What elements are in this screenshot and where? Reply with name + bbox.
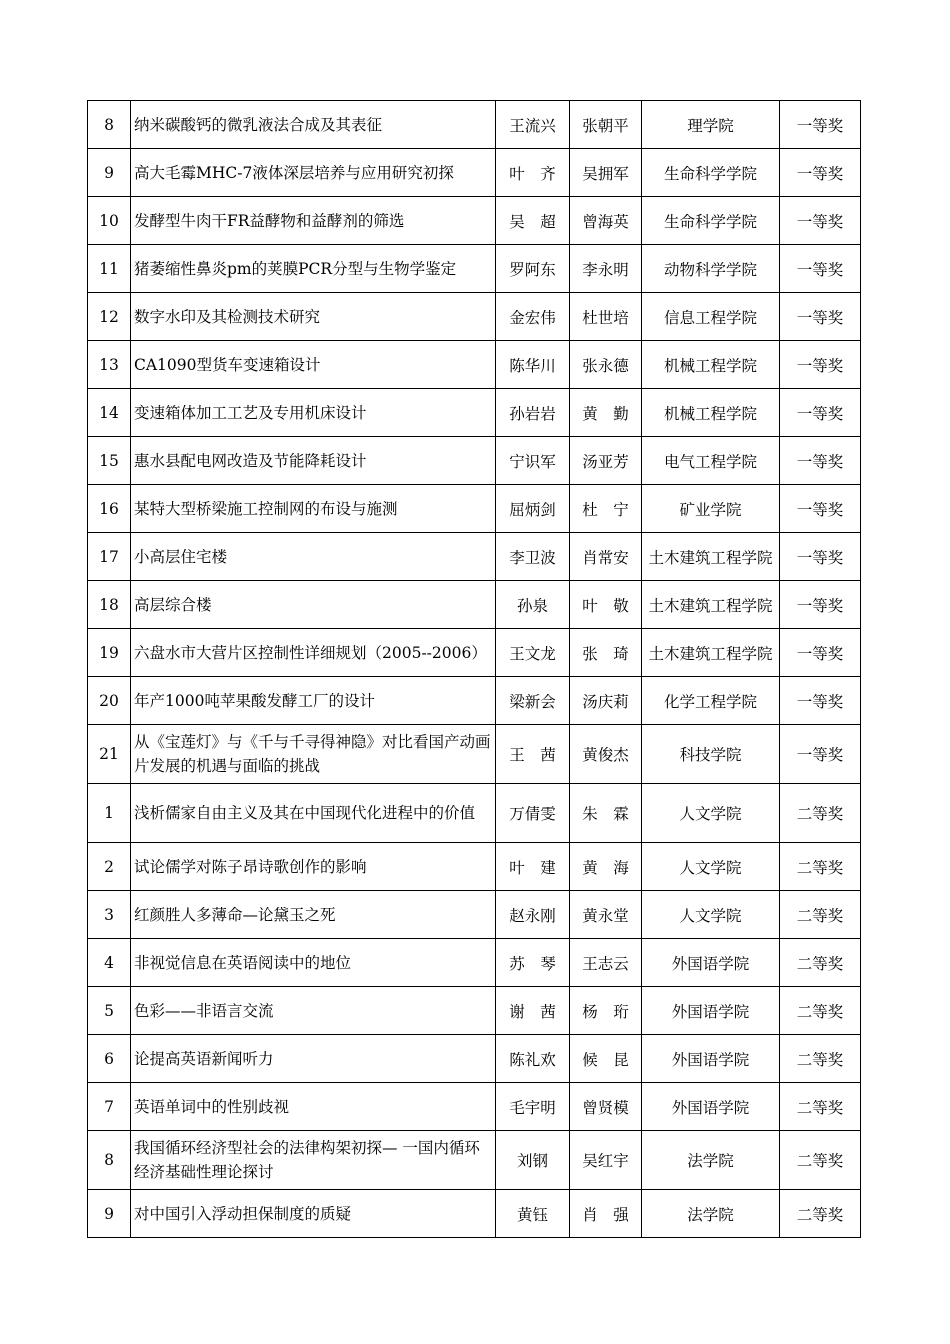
cell-student: 孙泉 <box>496 581 570 629</box>
cell-number: 9 <box>88 149 131 197</box>
table-row <box>88 1131 861 1190</box>
cell-student: 梁新会 <box>496 677 570 725</box>
cell-advisor: 张 琦 <box>570 629 642 677</box>
cell-student: 黄钰 <box>496 1190 570 1238</box>
cell-award: 一等奖 <box>780 197 861 245</box>
cell-student: 金宏伟 <box>496 293 570 341</box>
cell-title: 变速箱体加工工艺及专用机床设计 <box>131 389 496 437</box>
cell-award: 一等奖 <box>780 629 861 677</box>
cell-college: 土木建筑工程学院 <box>642 581 780 629</box>
table-row <box>88 1035 861 1083</box>
cell-advisor: 张朝平 <box>570 101 642 149</box>
cell-title: 英语单词中的性别歧视 <box>131 1083 496 1131</box>
table-row <box>88 939 861 987</box>
table-row <box>88 533 861 581</box>
cell-student: 王 茜 <box>496 725 570 784</box>
cell-student: 万倩雯 <box>496 784 570 843</box>
cell-award: 二等奖 <box>780 1083 861 1131</box>
cell-advisor: 黄俊杰 <box>570 725 642 784</box>
cell-award: 一等奖 <box>780 437 861 485</box>
cell-number: 20 <box>88 677 131 725</box>
cell-award: 一等奖 <box>780 725 861 784</box>
cell-number: 1 <box>88 784 131 843</box>
cell-college: 动物科学学院 <box>642 245 780 293</box>
table-row <box>88 843 861 891</box>
table-row <box>88 784 861 843</box>
cell-student: 陈华川 <box>496 341 570 389</box>
cell-title: 高大毛霉MHC-7液体深层培养与应用研究初探 <box>131 149 496 197</box>
cell-number: 19 <box>88 629 131 677</box>
cell-college: 外国语学院 <box>642 1035 780 1083</box>
cell-advisor: 黄 海 <box>570 843 642 891</box>
cell-college: 机械工程学院 <box>642 341 780 389</box>
cell-award: 一等奖 <box>780 149 861 197</box>
cell-title: 六盘水市大营片区控制性详细规划（2005--2006） <box>131 629 496 677</box>
cell-title: CA1090型货车变速箱设计 <box>131 341 496 389</box>
cell-student: 苏 琴 <box>496 939 570 987</box>
cell-advisor: 朱 霖 <box>570 784 642 843</box>
cell-student: 宁识军 <box>496 437 570 485</box>
cell-college: 外国语学院 <box>642 939 780 987</box>
cell-student: 孙岩岩 <box>496 389 570 437</box>
cell-title: 浅析儒家自由主义及其在中国现代化进程中的价值 <box>131 784 496 843</box>
cell-title: 数字水印及其检测技术研究 <box>131 293 496 341</box>
cell-number: 21 <box>88 725 131 784</box>
cell-award: 二等奖 <box>780 784 861 843</box>
award-table <box>87 100 861 1238</box>
cell-title: 猪萎缩性鼻炎pm的荚膜PCR分型与生物学鉴定 <box>131 245 496 293</box>
cell-advisor: 吴拥军 <box>570 149 642 197</box>
cell-award: 二等奖 <box>780 1131 861 1190</box>
cell-student: 屈炳剑 <box>496 485 570 533</box>
cell-title: 色彩——非语言交流 <box>131 987 496 1035</box>
table-row <box>88 293 861 341</box>
cell-college: 机械工程学院 <box>642 389 780 437</box>
table-row <box>88 245 861 293</box>
table-row <box>88 1083 861 1131</box>
cell-title: 小高层住宅楼 <box>131 533 496 581</box>
cell-student: 叶 建 <box>496 843 570 891</box>
cell-college: 信息工程学院 <box>642 293 780 341</box>
cell-student: 王流兴 <box>496 101 570 149</box>
cell-college: 理学院 <box>642 101 780 149</box>
document-page <box>87 100 861 1238</box>
cell-advisor: 汤庆莉 <box>570 677 642 725</box>
cell-college: 化学工程学院 <box>642 677 780 725</box>
cell-title: 纳米碳酸钙的微乳液法合成及其表征 <box>131 101 496 149</box>
table-row <box>88 629 861 677</box>
cell-college: 生命科学学院 <box>642 197 780 245</box>
cell-title: 发酵型牛肉干FR益酵物和益酵剂的筛选 <box>131 197 496 245</box>
cell-number: 16 <box>88 485 131 533</box>
table-row <box>88 1190 861 1238</box>
cell-title: 惠水县配电网改造及节能降耗设计 <box>131 437 496 485</box>
cell-award: 二等奖 <box>780 939 861 987</box>
cell-college: 矿业学院 <box>642 485 780 533</box>
cell-college: 法学院 <box>642 1190 780 1238</box>
cell-advisor: 曾海英 <box>570 197 642 245</box>
cell-student: 叶 齐 <box>496 149 570 197</box>
cell-number: 6 <box>88 1035 131 1083</box>
cell-award: 一等奖 <box>780 389 861 437</box>
table-row <box>88 987 861 1035</box>
cell-number: 11 <box>88 245 131 293</box>
award-table-body <box>88 101 861 1238</box>
cell-college: 生命科学学院 <box>642 149 780 197</box>
cell-title: 我国循环经济型社会的法律构架初探— 一国内循环经济基础性理论探讨 <box>131 1131 496 1190</box>
table-row <box>88 341 861 389</box>
cell-number: 7 <box>88 1083 131 1131</box>
table-row <box>88 581 861 629</box>
cell-college: 科技学院 <box>642 725 780 784</box>
cell-award: 一等奖 <box>780 293 861 341</box>
cell-college: 人文学院 <box>642 843 780 891</box>
cell-number: 15 <box>88 437 131 485</box>
cell-college: 人文学院 <box>642 784 780 843</box>
cell-college: 土木建筑工程学院 <box>642 533 780 581</box>
cell-college: 外国语学院 <box>642 1083 780 1131</box>
table-row <box>88 677 861 725</box>
cell-student: 陈礼欢 <box>496 1035 570 1083</box>
cell-award: 二等奖 <box>780 843 861 891</box>
cell-award: 二等奖 <box>780 987 861 1035</box>
table-row <box>88 389 861 437</box>
cell-college: 人文学院 <box>642 891 780 939</box>
cell-advisor: 吴红宇 <box>570 1131 642 1190</box>
cell-student: 刘钢 <box>496 1131 570 1190</box>
cell-advisor: 曾贤模 <box>570 1083 642 1131</box>
cell-title: 试论儒学对陈子昂诗歌创作的影响 <box>131 843 496 891</box>
cell-advisor: 杜 宁 <box>570 485 642 533</box>
cell-student: 赵永刚 <box>496 891 570 939</box>
table-row <box>88 101 861 149</box>
cell-student: 罗阿东 <box>496 245 570 293</box>
cell-advisor: 杨 珩 <box>570 987 642 1035</box>
cell-advisor: 王志云 <box>570 939 642 987</box>
cell-award: 一等奖 <box>780 581 861 629</box>
cell-college: 电气工程学院 <box>642 437 780 485</box>
cell-number: 2 <box>88 843 131 891</box>
cell-title: 年产1000吨苹果酸发酵工厂的设计 <box>131 677 496 725</box>
cell-number: 14 <box>88 389 131 437</box>
cell-title: 红颜胜人多薄命—论黛玉之死 <box>131 891 496 939</box>
table-row <box>88 725 861 784</box>
cell-title: 某特大型桥梁施工控制网的布设与施测 <box>131 485 496 533</box>
cell-college: 外国语学院 <box>642 987 780 1035</box>
cell-student: 王文龙 <box>496 629 570 677</box>
cell-number: 17 <box>88 533 131 581</box>
cell-advisor: 李永明 <box>570 245 642 293</box>
cell-number: 4 <box>88 939 131 987</box>
cell-student: 谢 茜 <box>496 987 570 1035</box>
cell-advisor: 黄 勤 <box>570 389 642 437</box>
cell-award: 一等奖 <box>780 533 861 581</box>
cell-award: 二等奖 <box>780 891 861 939</box>
cell-number: 3 <box>88 891 131 939</box>
cell-advisor: 汤亚芳 <box>570 437 642 485</box>
cell-title: 对中国引入浮动担保制度的质疑 <box>131 1190 496 1238</box>
cell-title: 非视觉信息在英语阅读中的地位 <box>131 939 496 987</box>
cell-student: 李卫波 <box>496 533 570 581</box>
cell-award: 一等奖 <box>780 101 861 149</box>
cell-college: 土木建筑工程学院 <box>642 629 780 677</box>
cell-award: 二等奖 <box>780 1190 861 1238</box>
cell-number: 5 <box>88 987 131 1035</box>
cell-advisor: 肖 强 <box>570 1190 642 1238</box>
cell-award: 一等奖 <box>780 245 861 293</box>
cell-award: 二等奖 <box>780 1035 861 1083</box>
table-row <box>88 437 861 485</box>
cell-advisor: 候 昆 <box>570 1035 642 1083</box>
cell-award: 一等奖 <box>780 677 861 725</box>
cell-advisor: 叶 敬 <box>570 581 642 629</box>
cell-advisor: 肖常安 <box>570 533 642 581</box>
cell-number: 18 <box>88 581 131 629</box>
cell-title: 论提高英语新闻听力 <box>131 1035 496 1083</box>
cell-number: 9 <box>88 1190 131 1238</box>
cell-advisor: 黄永堂 <box>570 891 642 939</box>
cell-student: 吴 超 <box>496 197 570 245</box>
cell-advisor: 张永德 <box>570 341 642 389</box>
cell-number: 10 <box>88 197 131 245</box>
cell-student: 毛宇明 <box>496 1083 570 1131</box>
cell-number: 13 <box>88 341 131 389</box>
cell-award: 一等奖 <box>780 485 861 533</box>
cell-advisor: 杜世培 <box>570 293 642 341</box>
table-row <box>88 891 861 939</box>
cell-number: 12 <box>88 293 131 341</box>
cell-award: 一等奖 <box>780 341 861 389</box>
cell-college: 法学院 <box>642 1131 780 1190</box>
table-row <box>88 197 861 245</box>
table-row <box>88 485 861 533</box>
cell-number: 8 <box>88 1131 131 1190</box>
cell-title: 高层综合楼 <box>131 581 496 629</box>
table-row <box>88 149 861 197</box>
cell-number: 8 <box>88 101 131 149</box>
cell-title: 从《宝莲灯》与《千与千寻得神隐》对比看国产动画片发展的机遇与面临的挑战 <box>131 725 496 784</box>
